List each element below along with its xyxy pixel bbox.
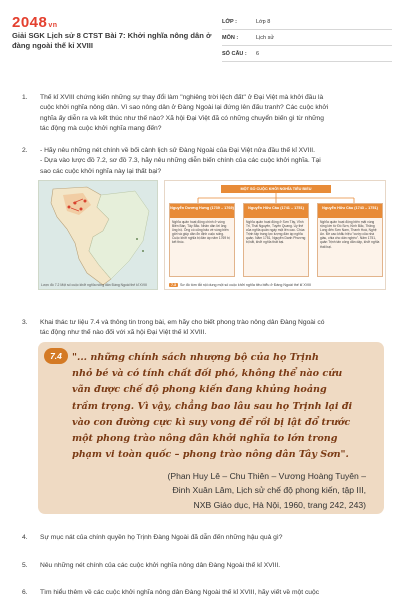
quote-line: "... những chính sách nhượng bộ của họ Trịnh (72, 352, 319, 363)
meta-row-subject (222, 30, 392, 46)
question-line: - Hãy nêu những nét chính về bối cảnh lịch sử Đàng Ngoài của Đại Việt nửa đầu thế kỉ XVIII. (40, 147, 316, 154)
question-line: Sự mục nát của chính quyền họ Trịnh Đàng Ngoài đã dẫn đến những hậu quả gì? (40, 534, 283, 541)
meta-label: MÔN : (222, 34, 239, 41)
quote-source-line: (Phan Huy Lê – Chu Thiên – Vương Hoàng Tuyên – (167, 471, 366, 481)
question-text (40, 146, 385, 177)
diagram-box (243, 203, 309, 277)
question-text (40, 533, 385, 543)
question-text (40, 588, 385, 598)
question-number: 5. (22, 562, 28, 569)
quote-line: một phong trào nông dân khởi nghĩa to lớn trong (72, 433, 338, 445)
summary-diagram (164, 180, 386, 290)
page-title: Giải SGK Lịch sử 8 CTST Bài 7: Khởi nghĩa nông dân ở đàng ngoài thế kỉ XVIII (12, 31, 212, 50)
source-quote-box (38, 342, 384, 514)
diagram-box-body: Nghĩa quân hoạt động chính ở vùng Biên Bàn, Tây Bắc. Nhân dân lời ủng ủng hộ. Ông có củng bảo về vùng biên giới và giúp dân ổn định cuộc sống. Cuộc khởi nghĩa bị đàn áp năm 1769 bị kết thúc. (172, 220, 230, 245)
question-text (40, 561, 385, 571)
question-line: Tìm hiểu thêm về các cuộc khởi nghĩa nông dân Đàng Ngoài thế kỉ XVIII, hãy viết về một cuộc (40, 589, 320, 596)
question-line: tác động mà cuộc khởi nghĩa mang đến? (40, 125, 162, 133)
meta-info-table (222, 14, 392, 62)
meta-value: Lịch sử (256, 34, 275, 41)
diagram-box-heading: Nguyễn Dương Hưng (1739 – 1769) (170, 204, 234, 218)
question-number: 2. (22, 147, 28, 154)
map-caption: Lược đồ 7.2 Một số cuộc khởi nghĩa nông dân Đàng Ngoài thế kỉ XVIII (41, 282, 147, 287)
quote-line: vãn được chế độ phong kiến đang khủng hoảng (72, 384, 327, 396)
quote-source (78, 469, 366, 512)
quote-source-line: NXB Giáo dục, Hà Nội, 1960, trang 242, 243) (193, 499, 366, 510)
quote-line: vào con đường cực kì suy vong để rồi bị lật đổ trước (72, 416, 351, 428)
question-number: 3. (22, 319, 28, 326)
meta-row-class (222, 14, 392, 30)
question-line: cuộc khởi nghĩa nông dân. Vì sao nông dân ở Đàng Ngoài lại đứng lên đấu tranh? Các cuộc khởi (40, 104, 329, 112)
meta-label: SỐ CÂU : (222, 50, 247, 57)
question-number: 4. (22, 534, 28, 541)
question-line: - Dựa vào lược đồ 7.2, sơ đồ 7.3, hãy nêu những diễn biến chính của các cuộc khởi nghĩa. Tại (40, 157, 321, 165)
question-line: Khai thác tư liệu 7.4 và thông tin trong bài, em hãy cho biết phong trào nông dân Đàng Ngoài có (40, 319, 325, 326)
question-text (40, 318, 385, 339)
meta-label: LỚP : (222, 18, 237, 25)
question-number: 1. (22, 94, 28, 101)
figure-map-and-diagram (38, 180, 386, 290)
quote-text (72, 350, 372, 463)
diagram-box-heading: Nguyễn Hữu Cầu (1743 – 1751) (318, 204, 382, 218)
page-header (0, 0, 400, 66)
quote-badge: 7.4 (44, 348, 68, 364)
diagram-caption-text: Sơ đồ tóm tắt nội dung một số cuộc khởi nghĩa tiêu biểu ở Đàng Ngoài thế kỉ XVIII (180, 283, 312, 287)
diagram-box-body: Nghĩa quân hoạt động ở Sơn Tây, Vĩnh Tri, Thái Nguyên, Tuyên Quang. Uy thế của nghĩa quân ngày một lên cao. Chúa Trịnh tập trung lực lượng đàn áp nghĩa quân. Năm 1751, Nguyễn Danh Phương bị bắt, khởi nghĩa thất bại. (246, 220, 306, 245)
question-line: Thế kỉ XVIII chứng kiến những sự thay đổi làm "nghiêng trời lệch đất" ở Đại Việt mà khởi đầu là (40, 94, 324, 101)
diagram-caption (169, 283, 383, 287)
diagram-box-body: Nghĩa quân hoạt động biên mặt vùng rộng lớn từ Đồ Sơn, Kinh Bắc, Thăng Long đến Sơn Nam, Thanh Hoá, Nghệ An. Đề cao khẩu hiệu "cướp của nhà giàu, chia cho dân nghèo". Năm 1751, quân Trịnh tấn công dẫn dập, khởi nghĩa thất bại. (320, 220, 380, 249)
site-logo[interactable]: 2048vn (12, 14, 58, 31)
question-number: 6. (22, 589, 28, 596)
quote-line: phạm vi toàn quốc – phong trào nông dân Tây Sơn". (72, 449, 349, 461)
question-line: nghĩa ấy diễn ra và kết thúc như thế nào? Xã hội Đại Việt đã có những chuyển biến gì từ những (40, 114, 324, 122)
question-line: sao các cuộc khởi nghĩa này lại thất bại? (40, 167, 162, 175)
quote-line: trầm trọng. Vì vậy, chẳng bao lâu sau họ Trịnh lại đi (72, 400, 353, 412)
question-text (40, 93, 385, 135)
map-illustration (39, 181, 158, 290)
diagram-box (169, 203, 235, 277)
meta-value: Lớp 8 (256, 18, 271, 25)
question-line: tác động như thế nào đối với xã hội Đại Việt thế kỉ XVIII. (40, 329, 207, 337)
question-line: Nêu những nét chính của các cuộc khởi nghĩa nông dân Đàng Ngoài thế kỉ XVIII. (40, 562, 281, 569)
meta-row-count (222, 46, 392, 62)
meta-value: 6 (256, 50, 260, 57)
diagram-box (317, 203, 383, 277)
vietnam-map-image (38, 180, 158, 290)
quote-line: nhỏ bé và có tính chất đối phó, không thể nào cứu (72, 368, 343, 380)
quote-source-line: Đinh Xuân Lâm, Lịch sử chế độ phong kiến, tập III, (172, 485, 366, 496)
diagram-label: 7.3 (171, 283, 176, 287)
diagram-box-heading: Nguyễn Hữu Cầu (1741 – 1751) (244, 204, 308, 218)
diagram-title: MỘT SỐ CUỘC KHỞI NGHĨA TIÊU BIỂU (221, 185, 331, 193)
